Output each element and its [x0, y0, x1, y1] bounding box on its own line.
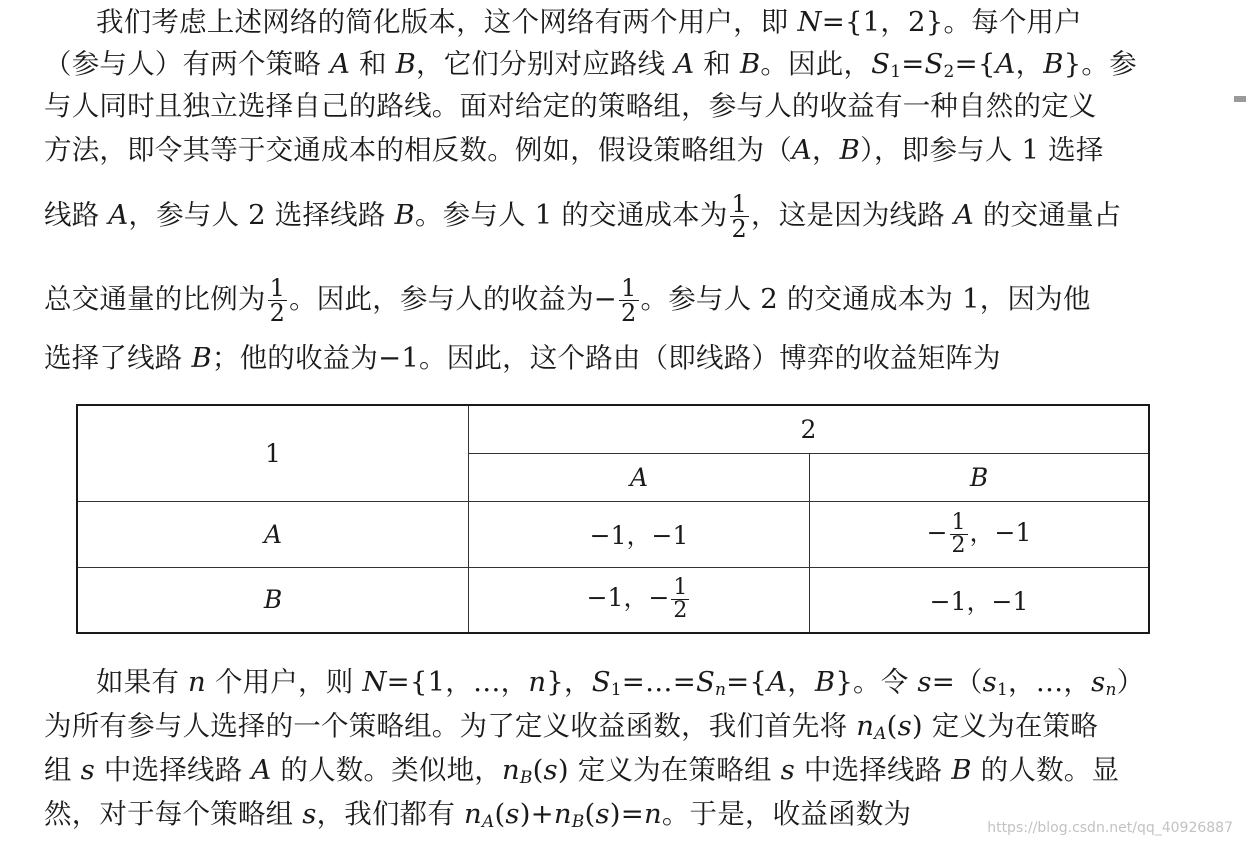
column-player-label: 2 [469, 405, 1150, 453]
para1-line5: 线路 A，参与人 2 选择线路 B。参与人 1 的交通成本为 $\frac{1}{2}$ ，这是因为线路 A 的交通量占 [44, 190, 1122, 243]
para1-line1: 我们考虑上述网络的简化版本，这个网络有两个用户，即 N={1，2}。每个用户 [96, 6, 1082, 38]
row-header-b: B [77, 567, 469, 633]
payoff-cell-bb: −1，−1 [810, 567, 1150, 633]
para2-line4: 然，对于每个策略组 s，我们都有 nA(s)+nB(s)=n。于是，收益函数为 [44, 798, 912, 832]
para1-line3: 与人同时且独立选择自己的路线。面对给定的策略组，参与人的收益有一种自然的定义 [44, 90, 1097, 122]
row-player-label: 1 [77, 405, 469, 501]
para2-line2: 为所有参与人选择的一个策略组。为了定义收益函数，我们首先将 nA(s) 定义为在策略 [44, 710, 1098, 744]
para1-line7: 选择了线路 B；他的收益为−1。因此，这个路由（即线路）博弈的收益矩阵为 [44, 342, 1001, 374]
fraction-one-half: $\frac{1}{2}$ [731, 190, 748, 243]
para1-line4: 方法，即令其等于交通成本的相反数。例如，假设策略组为（A，B），即参与人 1 选择 [44, 134, 1104, 166]
payoff-cell-ba: −1，− $\frac{1}{2}$ [469, 567, 810, 633]
payoff-cell-aa: −1，−1 [469, 501, 810, 567]
para1-line2: （参与人）有两个策略 A 和 B，它们分别对应路线 A 和 B。因此，$S_1=S_2=\{A$，B}。参 [44, 48, 1137, 82]
row-header-a: A [77, 501, 469, 567]
fraction-one-half: $\frac{1}{2}$ [951, 509, 966, 558]
payoff-cell-ab: − $\frac{1}{2}$ ，−1 [810, 501, 1150, 567]
column-header-b: B [810, 453, 1150, 501]
page-edge-mark [1234, 96, 1246, 102]
para2-line3: 组 s 中选择线路 A 的人数。类似地，nB(s) 定义为在策略组 s 中选择线路 B 的人数。显 [44, 754, 1120, 788]
fraction-one-half: $\frac{1}{2}$ [673, 575, 688, 624]
payoff-matrix-table [76, 404, 1150, 634]
para1-line6: 总交通量的比例为 $\frac{1}{2}$ 。因此，参与人的收益为− $\frac{1}{2}$ 。参与人 2 的交通成本为 1，因为他 [44, 274, 1091, 327]
para2-line1: 如果有 n 个用户，则 N={1，…，n}，$S_1=\dots=Sn=\{A$，B}。令 $s=(s_1$，…，sn） [96, 666, 1145, 700]
fraction-one-half: $\frac{1}{2}$ [621, 274, 637, 327]
column-header-a: A [469, 453, 810, 501]
fraction-one-half: $\frac{1}{2}$ [269, 274, 286, 327]
watermark-url: https://blog.csdn.net/qq_40926887 [987, 820, 1233, 836]
